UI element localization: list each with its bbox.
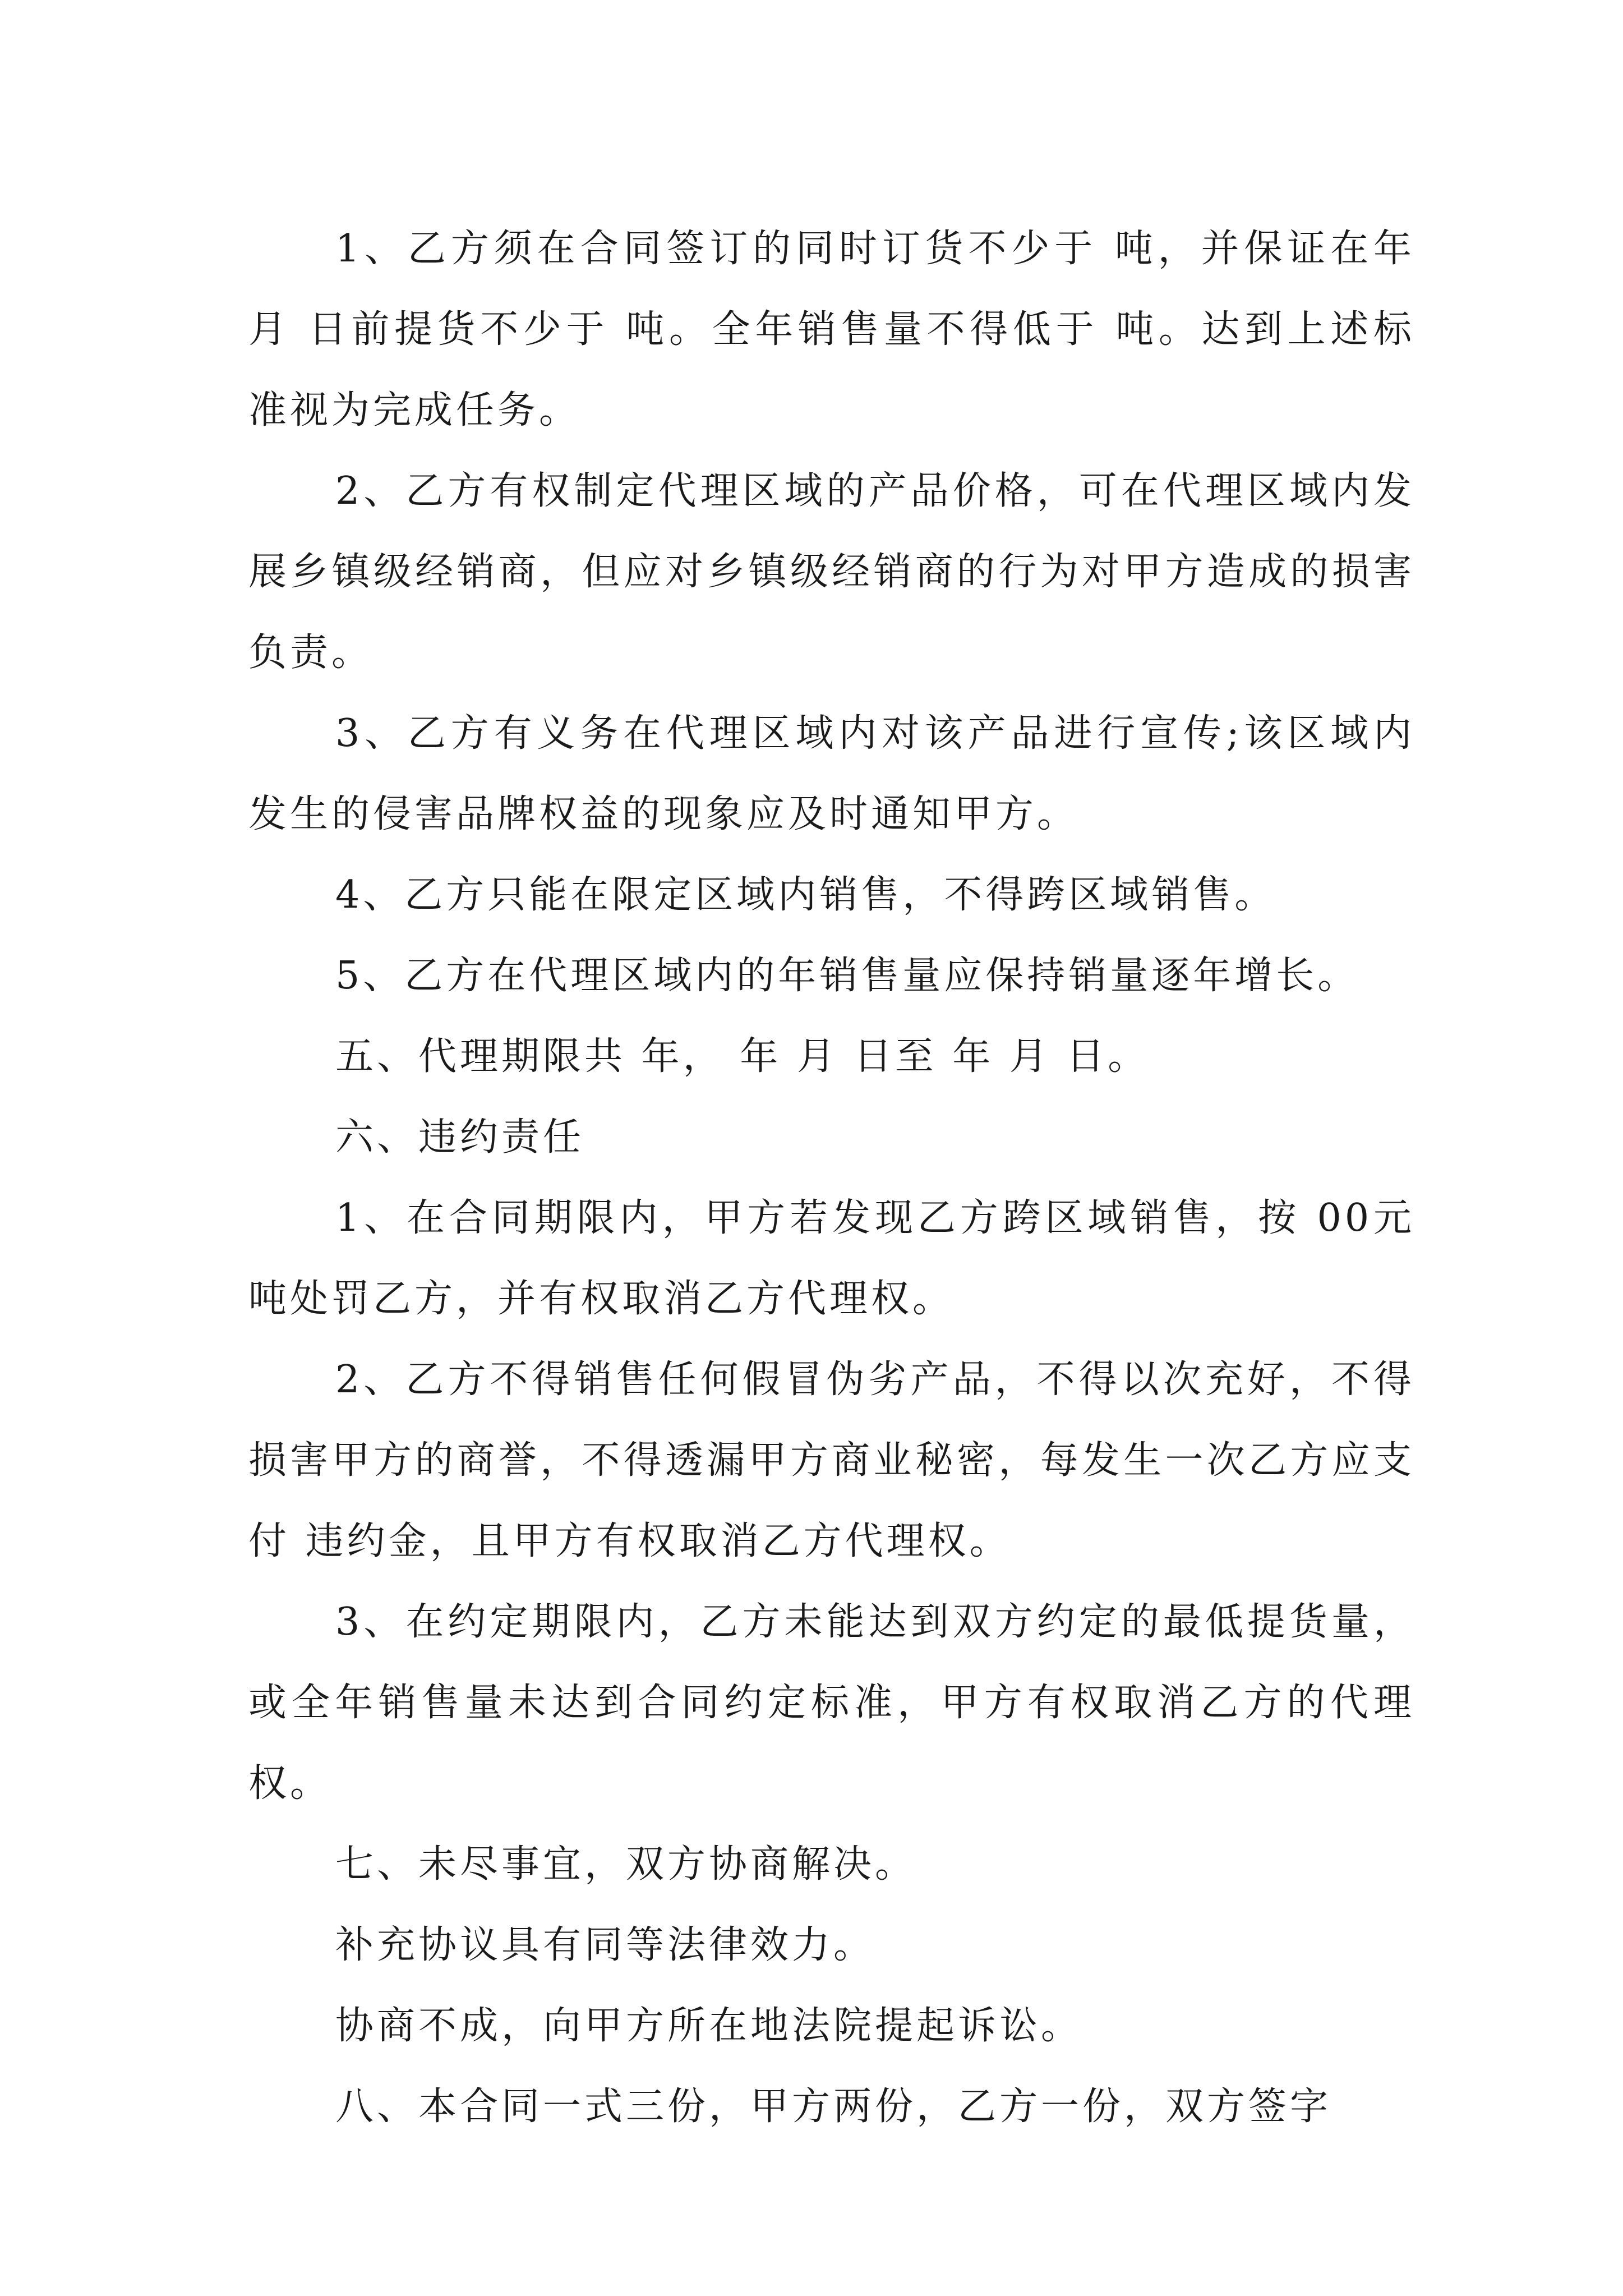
section-5-agency-term: 五、代理期限共 年， 年 月 日至 年 月 日。 xyxy=(335,1034,1150,1079)
clause-4-region-restriction: 4、乙方只能在限定区域内销售，不得跨区域销售。 xyxy=(335,873,1276,917)
document-body xyxy=(248,209,1431,2147)
section-7-heading: 七、未尽事宜，双方协商解决。 xyxy=(335,1842,917,1887)
penalty-3-minimum-volume: 3、在约定期限内，乙方未能达到双方约定的最低提货量，或全年销售量未达到合同约定标准，甲方有权取消乙方的代理权。 xyxy=(248,1600,1415,1806)
clause-3-promotion-duty: 3、乙方有义务在代理区域内对该产品进行宣传;该区域内发生的侵害品牌权益的现象应及时通知甲方。 xyxy=(248,711,1415,836)
penalty-2-counterfeit: 2、乙方不得销售任何假冒伪劣产品，不得以次充好，不得损害甲方的商誉，不得透漏甲方商业秘密，每发生一次乙方应支付 违约金，且甲方有权取消乙方代理权。 xyxy=(248,1358,1415,1563)
section-8-copies: 八、本合同一式三份，甲方两份，乙方一份，双方签字 xyxy=(335,2085,1332,2129)
litigation-clause: 协商不成，向甲方所在地法院提起诉讼。 xyxy=(335,2004,1083,2048)
clause-2-pricing-rights: 2、乙方有权制定代理区域的产品价格，可在代理区域内发展乡镇级经销商，但应对乡镇级经销商的行为对甲方造成的损害负责。 xyxy=(248,469,1415,675)
supplementary-agreement: 补充协议具有同等法律效力。 xyxy=(335,1923,875,1967)
section-6-heading: 六、违约责任 xyxy=(335,1115,585,1159)
clause-5-sales-growth: 5、乙方在代理区域内的年销售量应保持销量逐年增长。 xyxy=(335,954,1359,998)
penalty-1-cross-region: 1、在合同期限内，甲方若发现乙方跨区域销售，按 00元吨处罚乙方，并有权取消乙方代理权。 xyxy=(248,1196,1415,1321)
clause-1-order-quantity: 1、乙方须在合同签订的同时订货不少于 吨，并保证在年 月 日前提货不少于 吨。全年销售量不得低于 吨。达到上述标准视为完成任务。 xyxy=(248,227,1431,432)
